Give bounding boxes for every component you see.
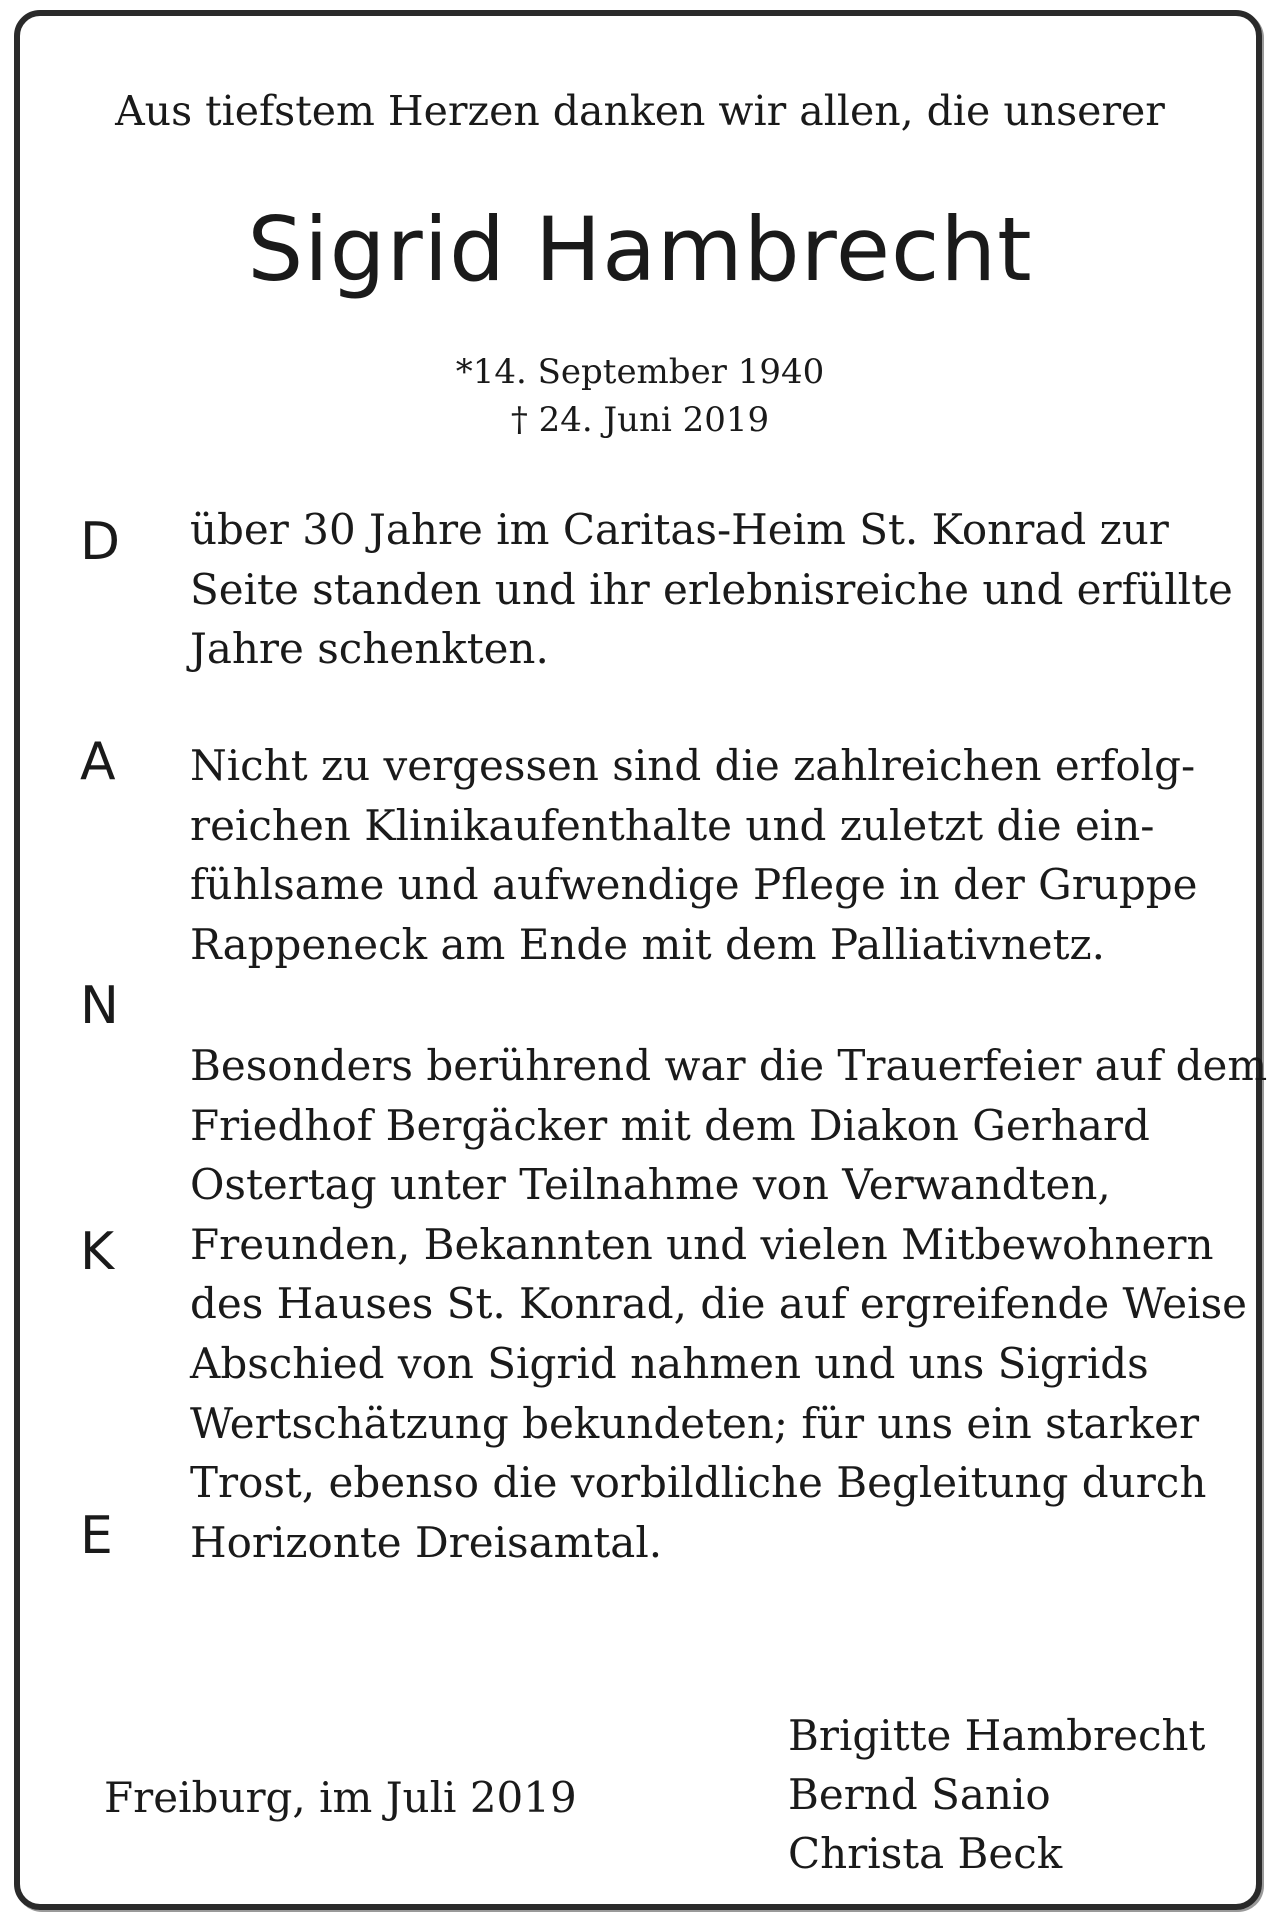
paragraph-1 — [190, 500, 1250, 679]
text-line: Friedhof Bergäcker mit dem Diakon Gerhard — [190, 1100, 1150, 1150]
signer-name: Brigitte Hambrecht — [788, 1711, 1206, 1760]
text-line: Horizonte Dreisamtal. — [190, 1517, 663, 1567]
text-line: Abschied von Sigrid nahmen und uns Sigrids — [190, 1338, 1149, 1388]
text-line: Rappeneck am Ende mit dem Palliativnetz. — [190, 919, 1105, 969]
acrostic-letter-n: N — [80, 976, 119, 1036]
life-dates — [0, 348, 1280, 444]
acrostic-letter-a: A — [80, 732, 116, 792]
text-line: Freunden, Bekannten und vielen Mitbewohnern — [190, 1219, 1214, 1269]
text-line: Jahre schenkten. — [190, 624, 549, 674]
text-line: Seite standen und ihr erlebnisreiche und erfüllte — [190, 564, 1233, 614]
paragraph-3 — [190, 1036, 1268, 1572]
deceased-name: Sigrid Hambrecht — [247, 198, 1033, 301]
signers-list — [788, 1706, 1205, 1883]
text-line: Ostertag unter Teilnahme von Verwandten, — [190, 1160, 1111, 1210]
birth-date: *14. September 1940 — [455, 352, 825, 392]
text-line: reichen Klinikaufenthalte und zuletzt die ein- — [190, 800, 1155, 850]
text-line: Besonders berührend war die Trauerfeier auf dem — [190, 1041, 1268, 1090]
text-line: des Hauses St. Konrad, die auf ergreifende Weise — [190, 1279, 1247, 1329]
signer-name: Christa Beck — [788, 1829, 1063, 1878]
death-date: † 24. Juni 2019 — [510, 400, 770, 440]
text-line: Nicht zu vergessen sind die zahlreichen erfolg- — [190, 741, 1196, 790]
paragraph-2 — [190, 736, 1250, 974]
text-line: über 30 Jahre im Caritas-Heim St. Konrad zur — [190, 505, 1169, 554]
text-line: Trost, ebenso die vorbildliche Begleitung durch — [190, 1458, 1207, 1508]
place-and-date: Freiburg, im Juli 2019 — [104, 1773, 577, 1822]
text-line: fühlsame und aufwendige Pflege in der Gruppe — [190, 860, 1198, 910]
text-line: Wertschätzung bekundeten; für uns ein starker — [190, 1398, 1200, 1448]
intro-line: Aus tiefstem Herzen danken wir allen, die unserer — [115, 87, 1165, 135]
acrostic-letter-k: K — [80, 1222, 115, 1282]
acrostic-letter-e: E — [80, 1506, 113, 1566]
acrostic-letter-d: D — [80, 512, 121, 572]
signer-name: Bernd Sanio — [788, 1770, 1051, 1819]
